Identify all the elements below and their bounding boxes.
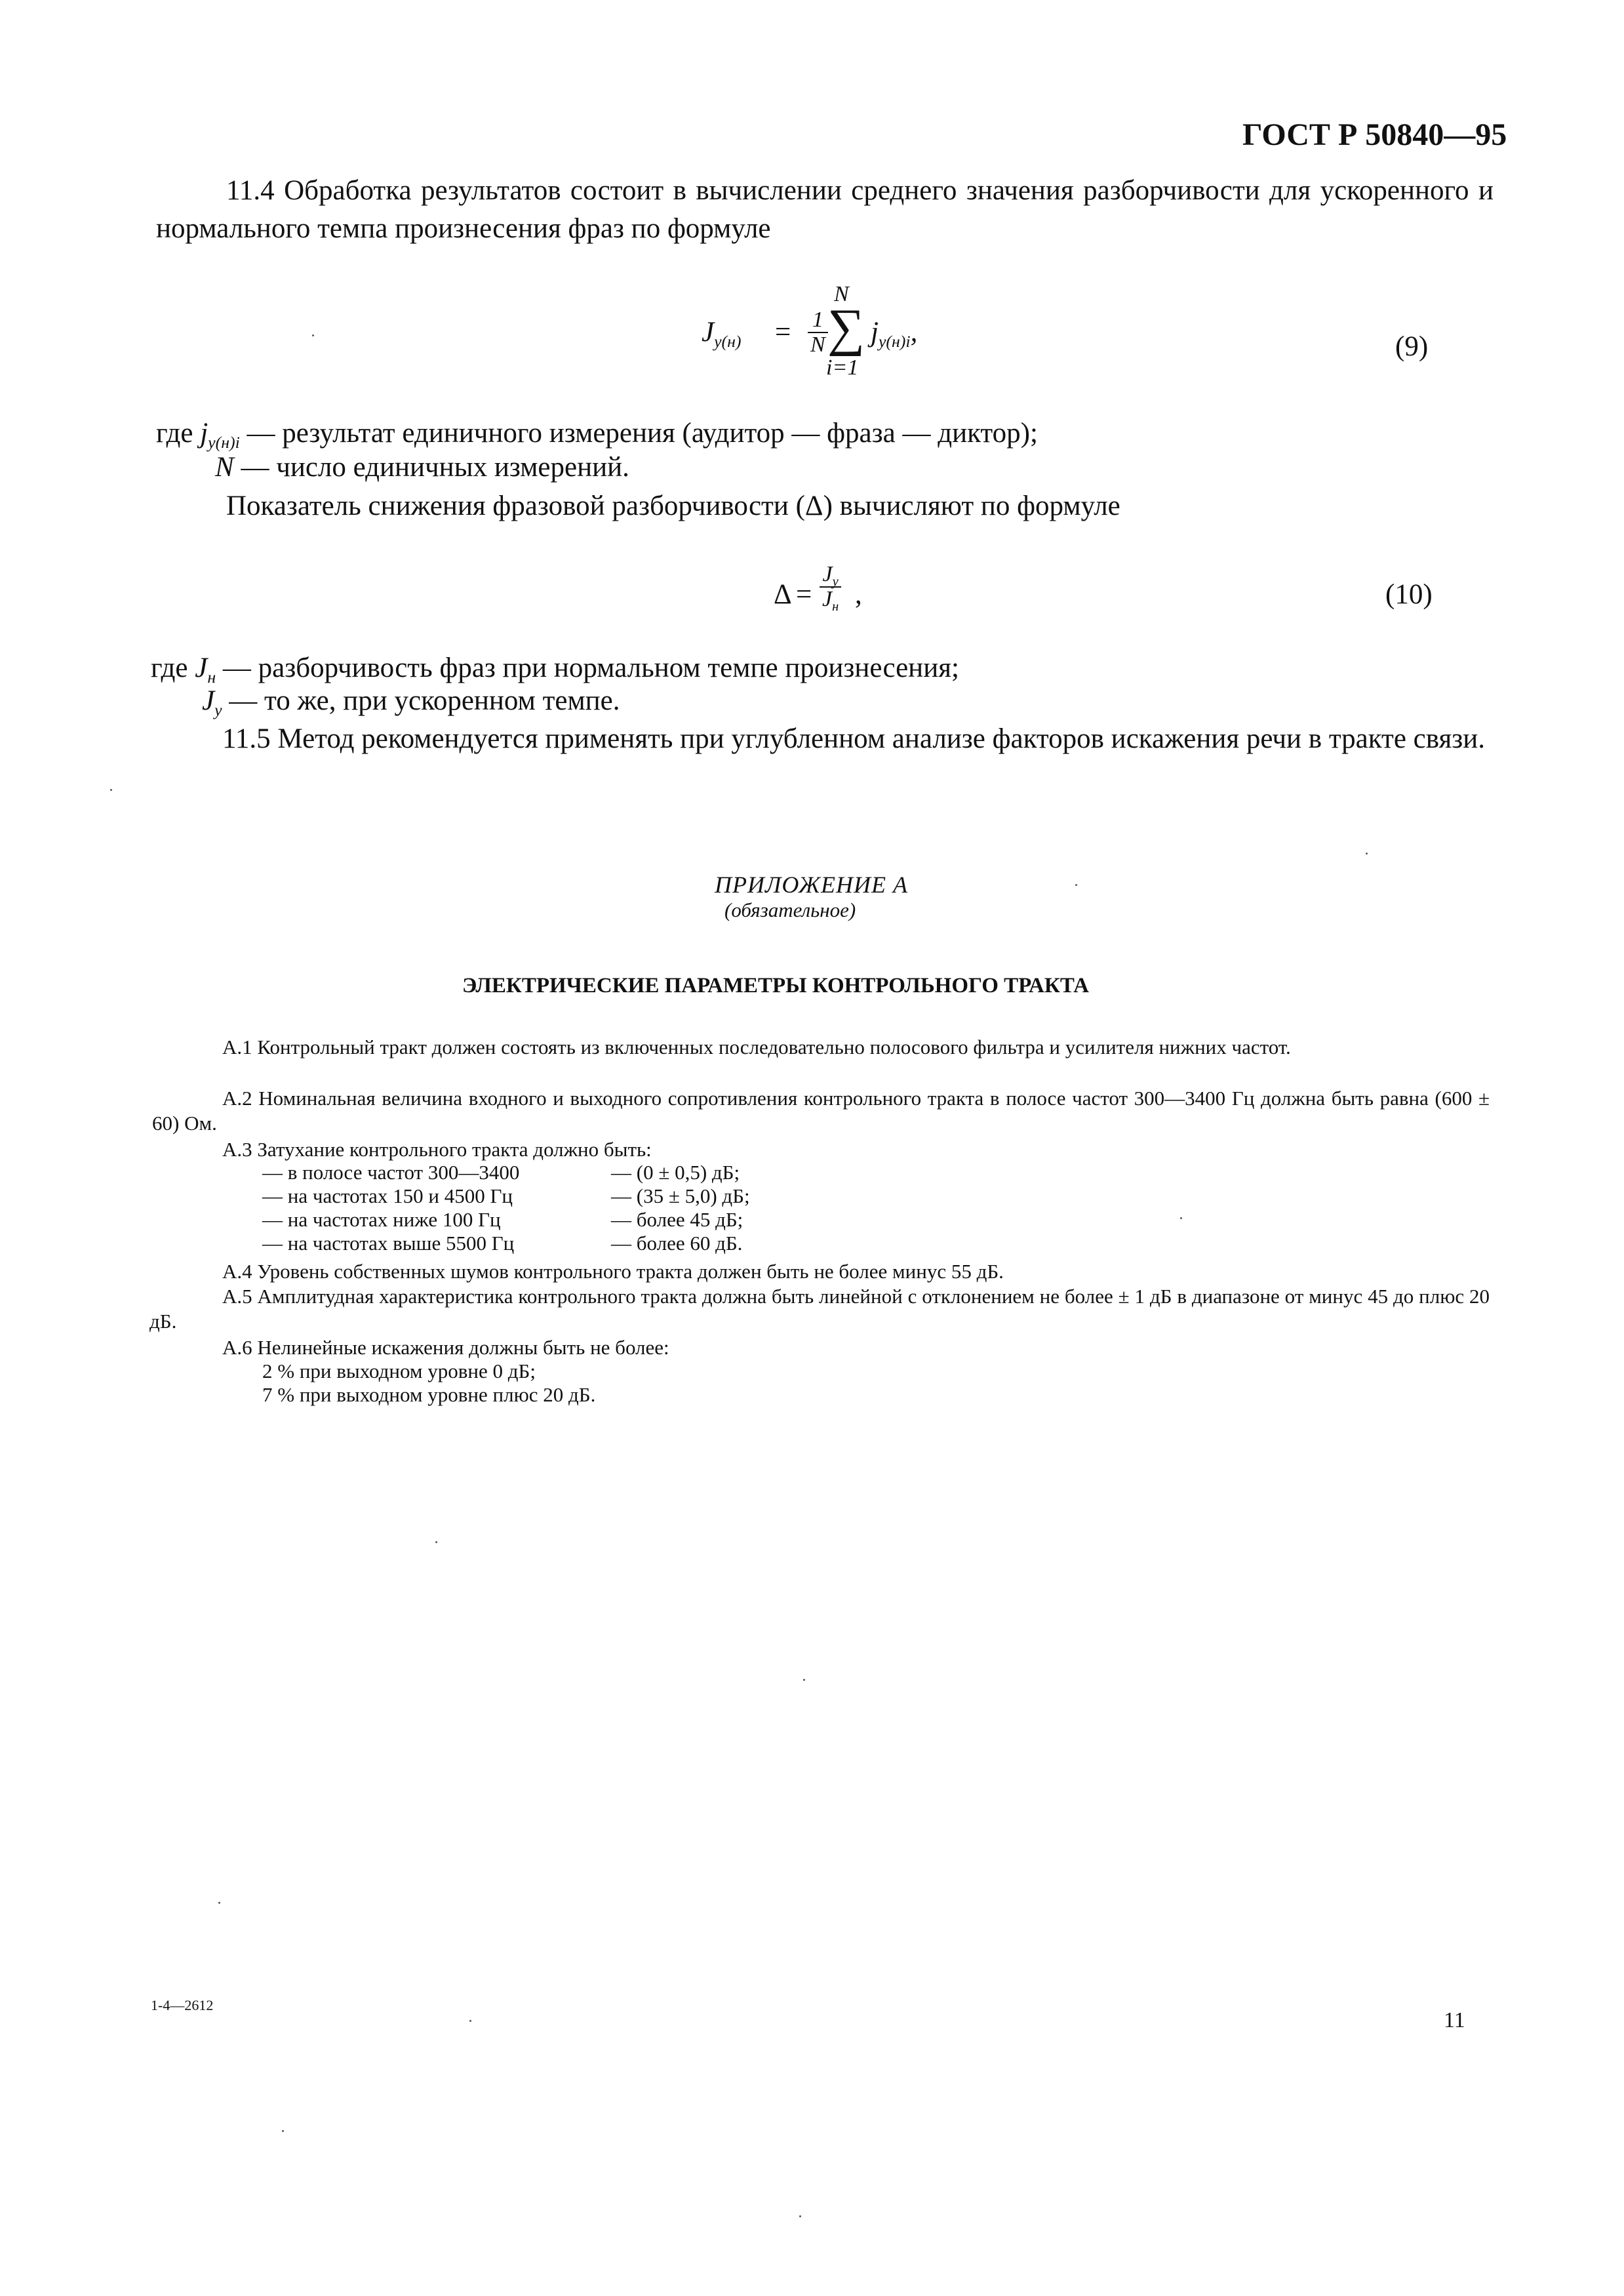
where-9-definition-1: — результат единичного измерения (аудитор — фраза — диктор); bbox=[247, 418, 1038, 449]
a3-item-3: — на частотах выше 5500 Гц — более 60 дБ. bbox=[262, 1232, 743, 1255]
page-number: 11 bbox=[1444, 2008, 1465, 2032]
scan-speck bbox=[469, 2020, 471, 2022]
formula-10-den-sub: н bbox=[832, 599, 839, 614]
document-header: ГОСТ Р 50840—95 bbox=[1242, 117, 1507, 152]
scan-speck bbox=[435, 1541, 437, 1543]
appendix-subtitle: (обязательное) bbox=[724, 898, 856, 921]
appendix-a1: А.1 Контрольный тракт должен состоять из включенных последовательно полосового фильтра и усилителя нижних частот. bbox=[222, 1036, 1291, 1058]
scan-speck bbox=[1366, 853, 1368, 855]
section-11-4-paragraph: 11.4 Обработка результатов состоит в вычислении среднего значения разборчивости для ускоренного и нормального темпа произнесения фраз по формуле bbox=[156, 175, 1494, 244]
formula-9-lhs: J bbox=[702, 317, 715, 348]
scan-speck bbox=[282, 2130, 284, 2132]
scan-speck bbox=[312, 334, 314, 336]
where-9-line-1 bbox=[156, 414, 1038, 453]
formula-9-tail: , bbox=[910, 317, 918, 348]
appendix-a6: А.6 Нелинейные искажения должны быть не более: bbox=[222, 1336, 669, 1359]
formula-9-equals: = bbox=[775, 317, 791, 348]
section-11-5-paragraph: 11.5 Метод рекомендуется применять при углубленном анализе факторов искажения речи в тракте связи. bbox=[222, 723, 1486, 754]
formula-9-frac-den: N bbox=[810, 332, 825, 357]
formula-9-lhs-sub: у(н) bbox=[714, 332, 742, 352]
a6-item-0: 2 % при выходном уровне 0 дБ; bbox=[262, 1359, 536, 1382]
formula-10-equals: = bbox=[796, 579, 812, 610]
formula-10-num-sub: у bbox=[832, 574, 839, 590]
delta-intro: Показатель снижения фразовой разборчивости (Δ) вычисляют по формуле bbox=[226, 491, 1120, 521]
a6-item-1: 7 % при выходном уровне плюс 20 дБ. bbox=[262, 1383, 596, 1406]
appendix-a5: А.5 Амплитудная характеристика контрольного тракта должна быть линейной с отклонением не более ± 1 дБ в диапазоне от минус 45 до плюс 20 дБ. bbox=[149, 1285, 1490, 1333]
where-10-line-2 bbox=[202, 682, 620, 720]
where-10-symbol-2: $J_у$ bbox=[202, 685, 222, 720]
formula-10-den: J bbox=[822, 587, 833, 611]
a3-item-1: — на частотах 150 и 4500 Гц — (35 ± 5,0) дБ; bbox=[262, 1184, 750, 1207]
where-10-definition-1: — разборчивость фраз при нормальном темпе произнесения; bbox=[222, 653, 959, 683]
formula-10-number: (10) bbox=[1385, 579, 1433, 610]
formula-10-lhs: Δ bbox=[774, 579, 792, 610]
where-10-lead: где bbox=[151, 653, 188, 683]
a3-item-0: — в полосе частот 300—3400 — (0 ± 0,5) дБ; bbox=[262, 1161, 740, 1184]
scan-speck bbox=[799, 2215, 801, 2217]
scan-speck bbox=[1075, 884, 1077, 886]
appendix-title: ПРИЛОЖЕНИЕ А bbox=[715, 872, 908, 898]
where-10-definition-2: — то же, при ускоренном темпе. bbox=[229, 685, 620, 716]
appendix-a4: А.4 Уровень собственных шумов контрольного тракта должен быть не более минус 55 дБ. bbox=[222, 1260, 1004, 1283]
formula-9-sum-bottom: i=1 bbox=[826, 355, 859, 380]
appendix-a2: А.2 Номинальная величина входного и выходного сопротивления контрольного тракта в полосе частот 300—3400 Гц должна быть равна (600 ± 60) Ом. bbox=[152, 1087, 1490, 1135]
formula-9-sum-top: N bbox=[834, 282, 849, 306]
scan-speck bbox=[218, 1902, 220, 1904]
a3-item-2: — на частотах ниже 100 Гц — более 45 дБ; bbox=[262, 1208, 743, 1231]
scan-speck bbox=[803, 1679, 805, 1681]
where-9-symbol-2: N bbox=[215, 452, 234, 483]
where-10-symbol-1: $J_н$ bbox=[195, 653, 216, 687]
scan-speck bbox=[1180, 1217, 1182, 1219]
formula-9-fraction bbox=[808, 308, 828, 357]
formula-9-term-sub: у(н)i bbox=[878, 332, 911, 352]
where-9-line-2 bbox=[215, 449, 629, 487]
formula-9-frac-num: 1 bbox=[808, 308, 828, 333]
scan-speck bbox=[110, 789, 112, 791]
where-9-lead: где bbox=[156, 418, 193, 449]
formula-10-fraction bbox=[820, 562, 841, 614]
formula-9-number: (9) bbox=[1395, 331, 1429, 362]
formula-9-term: j bbox=[871, 317, 879, 348]
print-code: 1-4—2612 bbox=[151, 1997, 214, 2013]
where-9-symbol-1: $j_{у(н)i}$ bbox=[200, 418, 240, 453]
formula-10-num: J bbox=[822, 562, 833, 586]
appendix-a3: А.3 Затухание контрольного тракта должно быть: bbox=[222, 1138, 652, 1161]
formula-9-sum-symbol: ∑ bbox=[827, 299, 865, 357]
appendix-heading: ЭЛЕКТРИЧЕСКИЕ ПАРАМЕТРЫ КОНТРОЛЬНОГО ТРАКТА bbox=[462, 974, 1090, 997]
formula-10-tail: , bbox=[855, 579, 862, 610]
where-9-definition-2: — число единичных измерений. bbox=[241, 452, 629, 483]
